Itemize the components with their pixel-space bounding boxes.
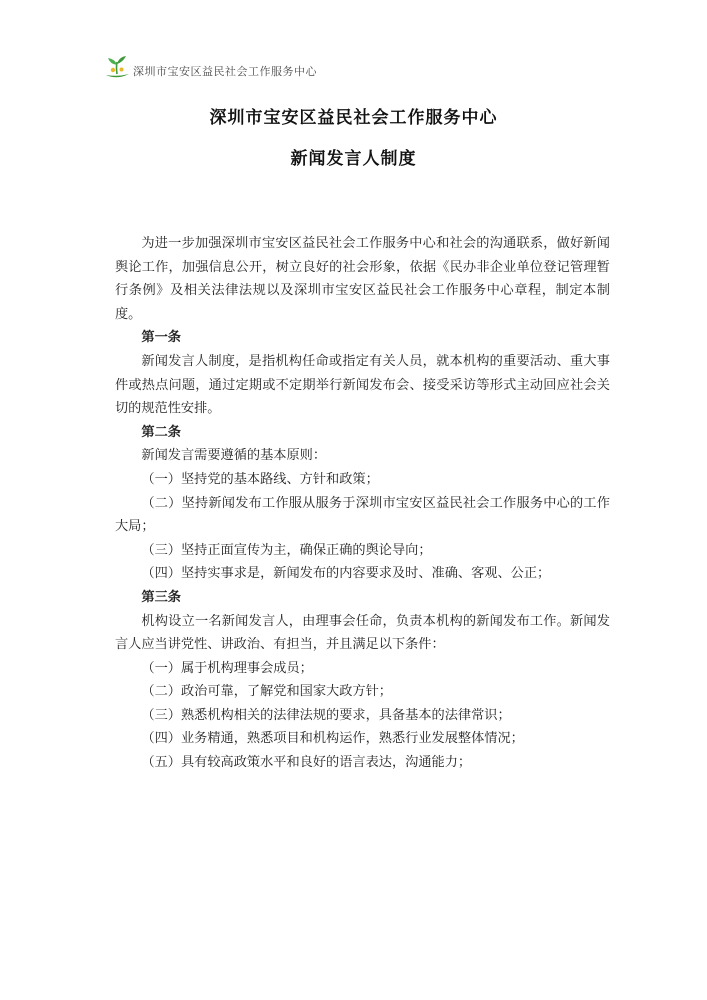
- list-item: （一）坚持党的基本路线、方针和政策；: [141, 471, 379, 487]
- section-paragraph: 新闻发言人制度，是指机构任命或指定有关人员，就本机构的重要活动、重大事件或热点问题，通过定期或不定期举行新闻发布会、接受采访等形式主动回应社会关切的规范性安排。: [115, 353, 610, 417]
- list-item: （四）业务精通，熟悉项目和机构运作，熟悉行业发展整体情况；: [141, 731, 524, 747]
- intro-paragraph: 为进一步加强深圳市宝安区益民社会工作服务中心和社会的沟通联系，做好新闻舆论工作，加强信息公开，树立良好的社会形象，依据《民办非企业单位登记管理暂行条例》及相关法律法规以及深圳市宝安区益民社会工作服务中心章程，制定本制度。: [115, 236, 610, 322]
- list-item: （五）具有较高政策水平和良好的语言表达，沟通能力；: [141, 755, 472, 771]
- document-title: 深圳市宝安区益民社会工作服务中心: [209, 108, 498, 128]
- list-item: （四）坚持实事求是，新闻发布的内容要求及时、准确、客观、公正；: [141, 566, 551, 582]
- section-paragraph: 机构设立一名新闻发言人，由理事会任命，负责本机构的新闻发布工作。新闻发言人应当讲党性、讲政治、有担当，并且满足以下条件：: [115, 613, 610, 653]
- section-paragraph: 新闻发言需要遵循的基本原则：: [141, 448, 327, 464]
- list-item: （三）坚持正面宣传为主，确保正确的舆论导向；: [141, 542, 432, 558]
- list-item: （三）熟悉机构相关的法律法规的要求，具备基本的法律常识；: [141, 707, 511, 723]
- header-org-name: 深圳市宝安区益民社会工作服务中心: [133, 65, 317, 78]
- section-heading: 第一条: [141, 330, 181, 346]
- sprout-logo-icon: [103, 53, 131, 81]
- document-subtitle: 新闻发言人制度: [290, 149, 417, 169]
- section-heading: 第三条: [141, 589, 181, 605]
- list-item: （一）属于机构理事会成员；: [141, 660, 313, 676]
- list-item: （二）坚持新闻发布工作服从服务于深圳市宝安区益民社会工作服务中心的工作大局；: [115, 495, 610, 535]
- section-heading: 第二条: [141, 424, 181, 440]
- list-item: （二）政治可靠，了解党和国家大政方针；: [141, 684, 392, 700]
- document-body: [115, 232, 610, 775]
- page-header: [103, 52, 317, 82]
